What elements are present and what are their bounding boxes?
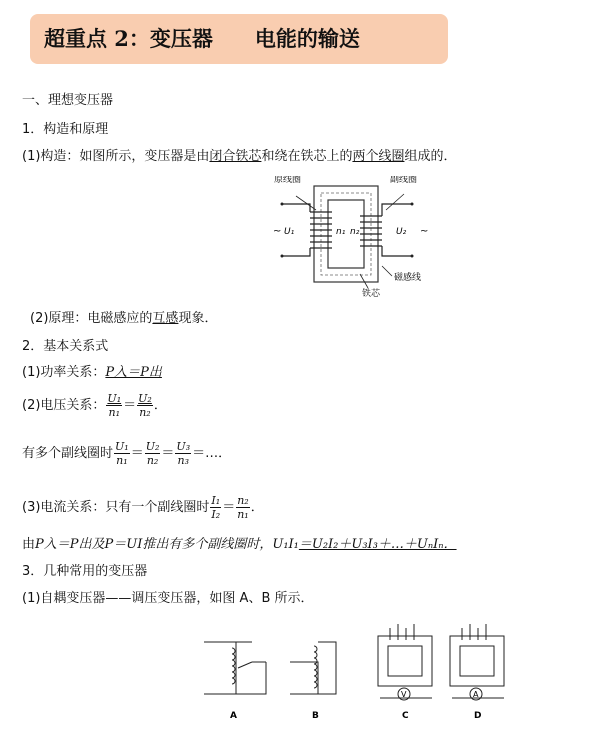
section-heading-common-transformers: 3．几种常用的变压器 — [22, 564, 148, 579]
fig-label-c: C — [402, 711, 409, 721]
autotransformer-figures — [190, 612, 510, 724]
derivation-text: 由P入＝P出及P＝UI推出有多个副线圈时，U₁I₁＝U₂I₂＋U₃I₃＋…＋UₙIₙ． — [22, 537, 457, 552]
iron-core-label: 铁芯 — [362, 289, 381, 299]
fig-label-a: A — [230, 711, 237, 721]
ac-source-left: ~ — [273, 226, 282, 237]
current-relation: (3)电流关系：只有一个副线圈时 $\frac{\text{I₁}}{\text{I₂}}$ ＝ $\frac{\text{n₂}}{\text{n₁}}$ ． — [22, 494, 264, 521]
voltmeter-icon: V — [401, 690, 407, 699]
section-heading-ideal-transformer: 一、理想变压器 — [22, 93, 114, 108]
page-title: 超重点 2：变压器 电能的输送 — [44, 26, 360, 51]
power-relation: (1)功率关系：P入＝P出 — [22, 365, 162, 380]
transformer-diagram — [270, 176, 440, 300]
secondary-coil-label: 副线圈 — [390, 176, 418, 185]
ac-source-right: ~ — [420, 226, 429, 237]
item-construction-principle: 1．构造和原理 — [22, 122, 109, 137]
section-heading-relations: 2．基本关系式 — [22, 339, 109, 354]
multi-coil-voltage: 有多个副线圈时 $\frac{\text{U₁}}{\text{n₁}}$ ＝ $\frac{\text{U₂}}{\text{n₂}}$ ＝ $\frac{\text{U₃}}{\text{n₃}}$ ＝…． — [22, 440, 232, 467]
ammeter-icon: A — [473, 690, 479, 699]
u2-label: U₂ — [396, 227, 407, 237]
u1-label: U₁ — [284, 227, 295, 237]
voltage-relation: (2)电压关系： $\frac{\text{U₁}}{\text{n₁}}$ ＝ $\frac{\text{U₂}}{\text{n₂}}$ ． — [22, 392, 167, 419]
flux-line-label: 磁感线 — [394, 273, 422, 283]
fig-label-d: D — [474, 711, 482, 721]
primary-coil-label: 原线圈 — [274, 176, 302, 185]
fig-label-b: B — [312, 711, 319, 721]
principle-text: (2)原理：电磁感应的互感现象． — [30, 311, 218, 326]
autotransformer-text: (1)自耦变压器——调压变压器，如图 A、B 所示． — [22, 591, 314, 606]
construction-text: (1)构造：如图所示，变压器是由闭合铁芯和绕在铁芯上的两个线圈组成的． — [22, 149, 457, 164]
n2-label: n₂ — [350, 227, 360, 237]
n1-label: n₁ — [336, 227, 346, 237]
